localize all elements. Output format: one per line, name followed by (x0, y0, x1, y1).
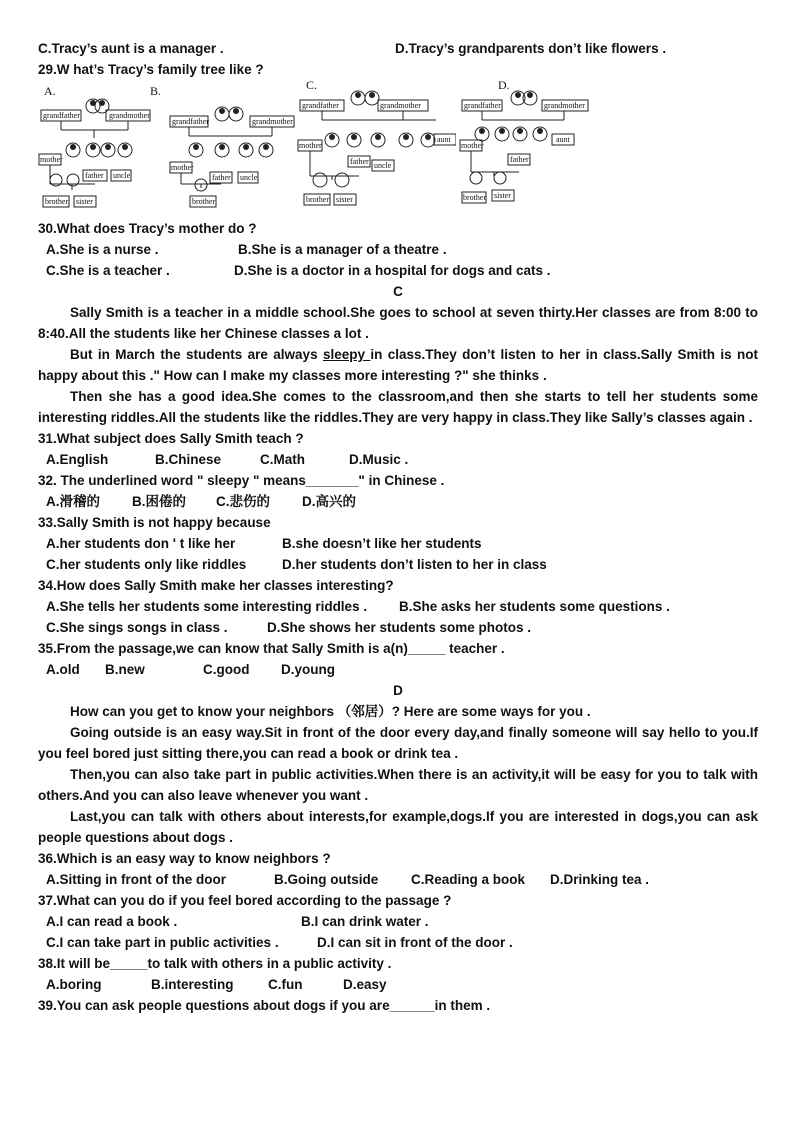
q37-option-c: C.I can take part in public activities . (46, 935, 279, 950)
tree-d-label-sister: sister (494, 191, 511, 200)
q28-option-c: C.Tracy’s aunt is a manager . (38, 41, 224, 56)
q38-option-b: B.interesting (151, 977, 234, 992)
q31-options-row (38, 449, 758, 470)
q33-question: 33.Sally Smith is not happy because (38, 515, 271, 530)
family-tree-a (38, 84, 166, 212)
passage-c-p2-after: in class.They don’t listen to her in class.Sally Smith is not happy about this ." How can I make my classes more interesting ?" she thinks . (38, 347, 759, 383)
q34-option-c: C.She sings songs in class . (46, 620, 228, 635)
tree-a-label-father: father (85, 171, 104, 180)
q30-options-row-2 (38, 260, 758, 281)
q37-option-b: B.I can drink water . (301, 914, 429, 929)
tree-b-label-brother: brother (192, 197, 216, 206)
q37-options-row-2 (38, 932, 758, 953)
q30-question: 30.What does Tracy’s mother do ? (38, 221, 257, 236)
q37-question: 37.What can you do if you feel bored according to the passage ? (38, 893, 452, 908)
tree-d-label-brother: brother (463, 193, 487, 202)
q36-option-c: C.Reading a book (411, 872, 526, 887)
q28-option-d: D.Tracy’s grandparents don’t like flowers . (395, 41, 667, 56)
passage-d-heading: D (393, 683, 403, 698)
passage-c-paragraph-3: Then she has a good idea.She comes to the classroom,and then she starts to tell her students some interesting riddles.All the students like the riddles.They are very happy in class.They like Sally’s classes again . (38, 389, 758, 425)
q36-options-row (38, 869, 758, 890)
tree-c-drawing (296, 84, 456, 210)
q38-options-row (38, 974, 758, 995)
q34-options-row-2 (38, 617, 758, 638)
underlined-word-sleepy: sleepy (322, 347, 371, 362)
passage-c-paragraph-1: Sally Smith is a teacher in a middle school.She goes to school at seven thirty.Her classes are from 8:00 to 8:40.All the students like her Chinese classes a lot . (38, 305, 758, 341)
family-tree-c (296, 78, 456, 212)
tree-a-label-brother: brother (45, 197, 69, 206)
passage-c-heading: C (393, 284, 403, 299)
tree-d-label-mother: mother (461, 141, 484, 150)
tree-b-label-father: father (212, 173, 231, 182)
q32-options-row (38, 491, 758, 512)
q30-option-d: D.She is a doctor in a hospital for dogs and cats . (234, 263, 551, 278)
tree-c-label-brother: brother (306, 195, 330, 204)
q37-options-row-1 (38, 911, 758, 932)
tree-b-label-uncle: uncle (240, 173, 258, 182)
tree-d-label-aunt: aunt (556, 135, 570, 144)
family-tree-b (150, 84, 296, 212)
q33-options-row-1 (38, 533, 758, 554)
q38-option-c: C.fun (268, 977, 303, 992)
q32-option-b: B.困倦的 (132, 494, 186, 509)
tree-c-label-grandmother: grandmother (380, 101, 421, 110)
q37-option-d: D.I can sit in front of the door . (317, 935, 513, 950)
q35-options-row (38, 659, 758, 680)
q31-option-c: C.Math (260, 452, 305, 467)
q37-option-a: A.I can read a book . (46, 914, 178, 929)
tree-c-label-mother: mother (299, 141, 322, 150)
tree-b-label-grandmother: grandmother (252, 117, 293, 126)
q38-option-a: A.boring (46, 977, 102, 992)
q32-question: 32. The underlined word " sleepy " means_______" in Chinese . (38, 473, 445, 488)
tree-d-label-grandfather: grandfather (464, 101, 501, 110)
tree-a-label-grandfather: grandfather (43, 111, 80, 120)
q35-option-b: B.new (105, 662, 145, 677)
q34-option-d: D.She shows her students some photos . (267, 620, 532, 635)
q30-options-row-1 (38, 239, 758, 260)
q31-option-a: A.English (46, 452, 109, 467)
tree-b-label-grandfather: grandfather (172, 117, 209, 126)
tree-d-label-grandmother: grandmother (544, 101, 585, 110)
passage-d-paragraph-4: Last,you can talk with others about interests,for example,dogs.If you are interested in dogs,you can ask people questions about dogs . (38, 809, 758, 845)
family-tree-d (458, 78, 592, 212)
q32-option-d: D.高兴的 (302, 494, 356, 509)
q38-option-d: D.easy (343, 977, 387, 992)
tree-c-letter: C. (306, 78, 318, 92)
q39-question: 39.You can ask people questions about dogs if you are______in them . (38, 998, 491, 1013)
tree-a-label-sister: sister (76, 197, 93, 206)
family-tree-images (38, 78, 758, 212)
q35-question: 35.From the passage,we can know that Sally Smith is a(n)_____ teacher . (38, 641, 505, 656)
q33-option-d: D.her students don’t listen to her in class (282, 557, 547, 572)
tree-d-drawing (458, 84, 592, 210)
tree-b-label-mother: mother (171, 163, 194, 172)
q31-option-b: B.Chinese (155, 452, 222, 467)
q34-option-b: B.She asks her students some questions . (399, 599, 670, 614)
tree-c-label-aunt: aunt (437, 135, 451, 144)
passage-d-paragraph-3: Then,you can also take part in public activities.When there is an activity,it will be easy for you to talk with others.And you can also leave whenever you want . (38, 767, 758, 803)
passage-c-p2-before: But in March the students are always (70, 347, 323, 362)
passage-c-paragraph-2 (38, 344, 758, 386)
q30-option-a: A.She is a nurse . (46, 242, 159, 257)
q36-question: 36.Which is an easy way to know neighbors ? (38, 851, 331, 866)
exam-page (38, 38, 758, 1016)
q32-option-a: A.滑稽的 (46, 494, 100, 509)
q32-option-c: C.悲伤的 (216, 494, 270, 509)
tree-a-drawing (38, 84, 166, 210)
tree-a-label-mother: mother (40, 155, 63, 164)
tree-b-letter: B. (150, 84, 162, 98)
tree-c-label-uncle: uncle (374, 161, 392, 170)
q35-option-c: C.good (203, 662, 250, 677)
tree-d-letter: D. (498, 78, 510, 92)
tree-c-label-sister: sister (336, 195, 353, 204)
q34-option-a: A.She tells her students some interesting riddles . (46, 599, 368, 614)
tree-c-label-grandfather: grandfather (302, 101, 339, 110)
q30-option-b: B.She is a manager of a theatre . (238, 242, 447, 257)
q36-option-a: A.Sitting in front of the door (46, 872, 226, 887)
q31-option-d: D.Music . (349, 452, 409, 467)
tree-d-label-father: father (510, 155, 529, 164)
q38-question: 38.It will be_____to talk with others in a public activity . (38, 956, 392, 971)
q35-option-a: A.old (46, 662, 80, 677)
passage-d-paragraph-2: Going outside is an easy way.Sit in front of the door every day,and finally someone will say hello to you.If you feel bored just sitting there,you can read a book or drink tea . (38, 725, 758, 761)
q33-option-a: A.her students don ' t like her (46, 536, 236, 551)
q36-option-d: D.Drinking tea . (550, 872, 650, 887)
passage-d-paragraph-1: How can you get to know your neighbors （邻居）? Here are some ways for you . (70, 704, 591, 719)
tree-b-drawing (166, 84, 296, 210)
q28-options-row (38, 38, 758, 59)
q34-question: 34.How does Sally Smith make her classes interesting? (38, 578, 394, 593)
q33-option-b: B.she doesn’t like her students (282, 536, 482, 551)
tree-a-label-uncle: uncle (113, 171, 131, 180)
tree-a-letter: A. (44, 84, 56, 98)
q35-option-d: D.young (281, 662, 335, 677)
q33-option-c: C.her students only like riddles (46, 557, 247, 572)
q29-question: 29.W hat’s Tracy’s family tree like ? (38, 62, 264, 77)
tree-c-label-father: father (350, 157, 369, 166)
tree-a-label-grandmother: grandmother (109, 111, 150, 120)
q31-question: 31.What subject does Sally Smith teach ? (38, 431, 304, 446)
q34-options-row-1 (38, 596, 758, 617)
q33-options-row-2 (38, 554, 758, 575)
q30-option-c: C.She is a teacher . (46, 263, 170, 278)
q36-option-b: B.Going outside (274, 872, 379, 887)
